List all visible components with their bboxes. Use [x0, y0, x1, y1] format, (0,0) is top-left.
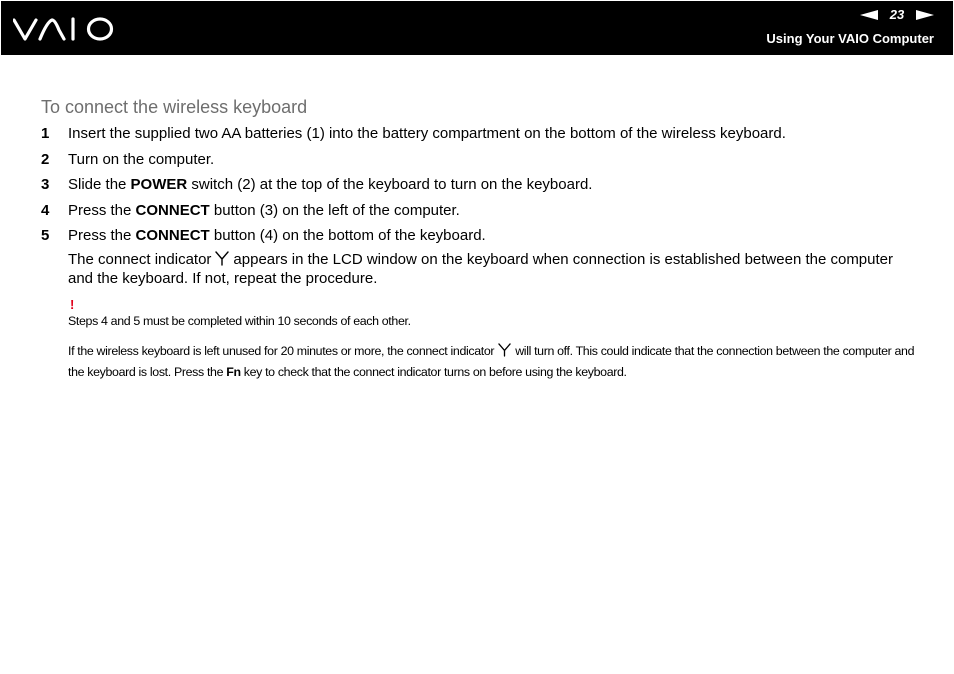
step-item: [41, 124, 921, 143]
step-text: Press the: [68, 201, 136, 219]
step-item: [41, 150, 921, 169]
step-text: button (3) on the left of the computer.: [209, 201, 460, 219]
step-item: [41, 226, 921, 245]
page-navigation: [859, 7, 935, 23]
note-text: If the wireless keyboard is left unused for 20 minutes or more, the connect indicator: [68, 343, 495, 358]
connect-button-label: CONNECT: [135, 227, 210, 245]
page-number: 23: [889, 7, 905, 22]
step-text: Insert the supplied two AA batteries (1) into the battery compartment on the bottom of the wireless keyboard.: [68, 125, 786, 142]
step-number: 2: [41, 150, 50, 168]
note-line: Steps 4 and 5 must be completed within 10 seconds of each other.: [68, 313, 411, 328]
vaio-logo: [13, 16, 121, 42]
main-content: [41, 96, 921, 383]
section-title: Using Your VAIO Computer: [766, 31, 934, 46]
followup-text: appears in the LCD window on the keyboard when connection is established between the computer and the keyboard. If not, repeat the procedure.: [68, 250, 893, 287]
followup-text: The connect indicator: [68, 250, 212, 268]
step-item: [41, 201, 921, 220]
note-text: key to check that the connect indicator turns on before using the keyboard.: [240, 364, 627, 379]
power-switch-label: POWER: [130, 176, 188, 194]
step-text: Slide the: [68, 176, 131, 194]
caution-mark: !: [70, 296, 75, 312]
step-text: switch (2) at the top of the keyboard to turn on the keyboard.: [187, 176, 593, 194]
step-number: 1: [41, 125, 50, 142]
step-number: 4: [41, 201, 50, 219]
fn-key-label: Fn: [226, 364, 241, 379]
left-triangle-arrow-icon[interactable]: [859, 9, 879, 21]
step-text: button (4) on the bottom of the keyboard.: [209, 227, 486, 245]
note-text: will turn off. This could indicate that the connection between the computer and the keyboard is lost. Press the: [68, 343, 915, 379]
step-number: 5: [41, 227, 50, 245]
step-item: [41, 175, 921, 194]
antenna-icon: [498, 343, 511, 357]
right-triangle-arrow-icon[interactable]: [915, 9, 935, 21]
procedure-heading: To connect the wireless keyboard: [41, 97, 308, 117]
steps-list: [41, 124, 921, 245]
connect-button-label: CONNECT: [135, 201, 210, 219]
step-text: Turn on the computer.: [68, 150, 215, 168]
step-number: 3: [41, 176, 50, 194]
step-text: Press the: [68, 227, 136, 245]
notes-section: [41, 298, 921, 383]
antenna-icon: [215, 251, 229, 266]
header-bar: [1, 1, 953, 55]
note-paragraph: [68, 341, 921, 383]
step5-followup: [41, 250, 921, 288]
